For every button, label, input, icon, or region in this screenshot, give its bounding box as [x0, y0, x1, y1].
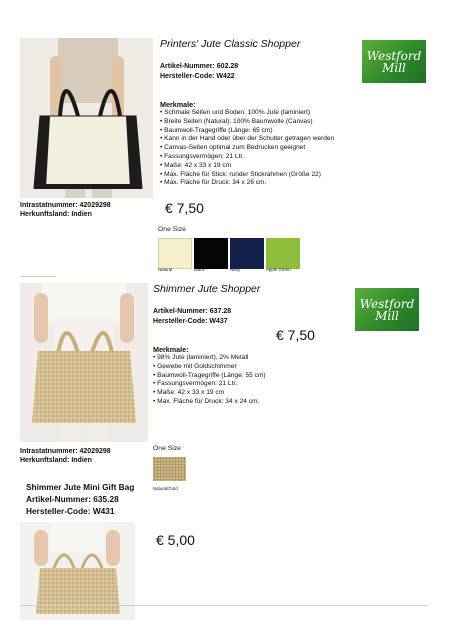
country-of-origin: Herkunftsland: Indien: [20, 457, 92, 464]
feature-item: • Max. Fläche für Druck: 34 x 24 cm.: [153, 398, 353, 407]
feature-item: • Fassungsvermögen: 21 Ltr.: [153, 380, 353, 389]
feature-item: • Breite Seiten (Natural): 100% Baumwolle (Canvas): [160, 118, 400, 127]
intrastat-number: Intrastatnummer: 42029298: [20, 202, 111, 209]
intrastat-number: Intrastatnummer: 42029298: [20, 448, 111, 455]
swatch-apple-green[interactable]: [266, 238, 300, 269]
product-photo-shimmer-shopper: [20, 283, 148, 442]
article-number: Artikel-Nummer: 635.28: [26, 494, 119, 504]
swatch-name: Apple Green: [266, 267, 291, 272]
feature-item: • Maße: 42 x 33 x 19 cm: [153, 389, 353, 398]
westford-mill-logo: Westford Mill: [362, 40, 426, 83]
product-title: Shimmer Jute Mini Gift Bag: [26, 482, 135, 492]
article-number: Artikel-Nummer: 637.28: [153, 308, 232, 315]
feature-item: • Fassungsvermögen: 21 Ltr.: [160, 153, 400, 162]
features-block: [153, 345, 353, 407]
features-heading: Merkmale:: [153, 345, 189, 354]
features-heading: Merkmale:: [160, 100, 196, 109]
origin-block: [20, 201, 111, 219]
tote-bag-illustration: [20, 38, 153, 198]
product-photo-classic-shopper: [20, 38, 153, 198]
price: € 7,50: [276, 327, 315, 343]
origin-block: [20, 447, 111, 465]
features-block: [160, 100, 400, 188]
swatch-navy[interactable]: [230, 238, 264, 269]
feature-item: • Baumwoll-Tragegriffe (Länge: 55 cm): [153, 372, 353, 381]
product-codes: [160, 62, 238, 81]
swatch-name: Natural/Gold: [153, 486, 178, 491]
divider: [20, 276, 56, 277]
features-list: [160, 109, 400, 188]
manufacturer-code: Hersteller-Code: W431: [26, 506, 115, 516]
westford-mill-logo: Westford Mill: [355, 288, 419, 331]
feature-item: • Max. Fläche für Stick: runder Stickrahmen (Größe 22): [160, 171, 400, 180]
product-title: Printers' Jute Classic Shopper: [160, 38, 301, 50]
feature-item: • Maße: 42 x 33 x 19 cm: [160, 162, 400, 171]
swatch-name: Navy: [230, 267, 241, 272]
swatch-natural[interactable]: [158, 238, 192, 269]
price: € 7,50: [165, 200, 204, 216]
swatch-name: Natural: [158, 267, 173, 272]
feature-item: • 98% Jute (laminiert), 2% Metall: [153, 354, 353, 363]
swatch-natural-gold[interactable]: [153, 457, 186, 481]
country-of-origin: Herkunftsland: Indien: [20, 211, 92, 218]
size-label: One Size: [158, 226, 186, 233]
article-number: Artikel-Nummer: 602.28: [160, 63, 239, 70]
feature-item: • Max. Fläche für Druck: 34 x 26 cm.: [160, 179, 400, 188]
product-codes: [153, 307, 231, 326]
price: € 5,00: [156, 532, 195, 548]
feature-item: • Canvas-Seiten optimal zum Bedrucken geeignet: [160, 144, 400, 153]
swatch-name: Black: [194, 267, 205, 272]
jute-bag-illustration: [20, 283, 148, 442]
size-label: One Size: [153, 445, 181, 452]
manufacturer-code: Hersteller-Code: W422: [160, 72, 235, 80]
feature-item: • Baumwoll-Tragegriffe (Länge: 65 cm): [160, 127, 400, 136]
features-list: [153, 354, 353, 407]
feature-item: • Gewebe mit Goldschimmer: [153, 363, 353, 372]
swatch-black[interactable]: [194, 238, 228, 269]
footer-divider: [20, 605, 428, 606]
feature-item: • Schmale Seiten und Boden: 100% Jute (laminiert): [160, 109, 400, 118]
mini-bag-block: [26, 481, 134, 517]
feature-item: • Kann in der Hand oder über der Schulter getragen werden: [160, 135, 400, 144]
product-title: Shimmer Jute Shopper: [153, 283, 261, 295]
manufacturer-code: Hersteller-Code: W437: [153, 317, 228, 325]
